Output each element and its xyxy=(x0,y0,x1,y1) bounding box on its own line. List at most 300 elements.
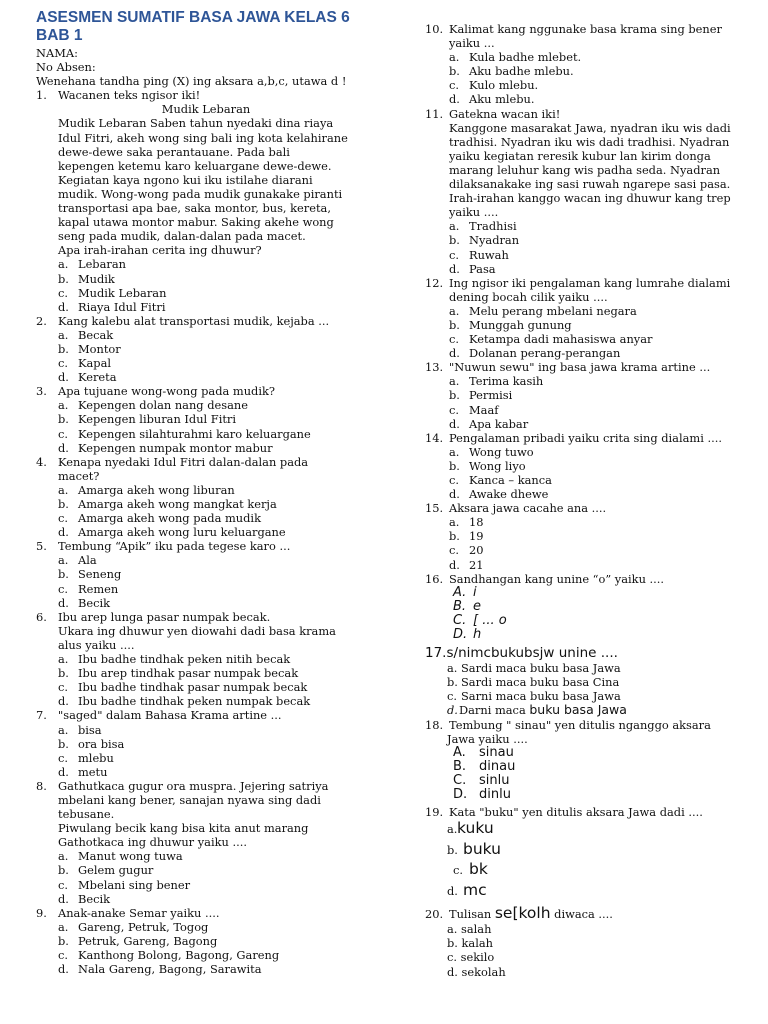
question-number: 19. xyxy=(425,805,444,820)
question-13 xyxy=(425,360,755,430)
question-number: 2. xyxy=(36,313,47,328)
title-line-2: BAB 1 xyxy=(36,26,83,44)
answer-option[interactable] xyxy=(36,723,376,737)
option-letter: b. xyxy=(449,233,460,248)
option-letter: c. xyxy=(58,948,69,962)
option-letter: d. xyxy=(58,891,69,906)
option-letter: D. xyxy=(453,627,468,643)
question-20 xyxy=(425,904,755,978)
option-text: Ibu badhe tindhak peken nitih becak xyxy=(78,652,291,667)
right-column xyxy=(425,6,755,979)
answer-option[interactable] xyxy=(36,342,376,356)
answer-option[interactable] xyxy=(36,370,376,384)
question-text: tradhisi. Nyadran iku wis dadi tradhisi. Nyadran xyxy=(449,134,730,149)
nama-label: NAMA: xyxy=(36,46,78,60)
option-letter: c. xyxy=(449,78,460,93)
option-text: Ibu badhe tindhak pasar numpak becak xyxy=(78,680,308,695)
question-text: "saged" dalam Bahasa Krama artine ... xyxy=(58,708,282,723)
option-text: buku xyxy=(463,839,501,858)
option-text: Kanthong Bolong, Bagong, Gareng xyxy=(78,948,280,962)
option-text: Ruwah xyxy=(469,247,509,262)
option-text: Becik xyxy=(78,595,111,610)
answer-option[interactable]: c. sekilo xyxy=(447,950,495,965)
option-text: Mudik Lebaran xyxy=(78,285,167,300)
question-text: Tembung “Apik” iku pada tegese karo ... xyxy=(58,539,291,554)
answer-option[interactable] xyxy=(36,694,376,708)
answer-option[interactable]: d. sekolah xyxy=(447,964,506,979)
option-text: Seneng xyxy=(78,567,122,582)
option-letter: a. xyxy=(58,482,69,497)
answer-option[interactable] xyxy=(425,78,755,92)
answer-option[interactable]: b. kalah xyxy=(447,936,493,951)
option-letter: b. xyxy=(58,497,69,511)
option-text: Aku mlebu. xyxy=(469,92,535,107)
option-text: 21 xyxy=(469,557,484,572)
option-letter: d. xyxy=(58,962,69,977)
option-text: Aku badhe mlebu. xyxy=(469,64,574,79)
answer-option[interactable] xyxy=(425,262,755,276)
option-text: sinau xyxy=(479,745,514,761)
question-number: 14. xyxy=(425,430,444,445)
question-number: 15. xyxy=(425,501,444,516)
option-text: Kapal xyxy=(78,356,112,371)
answer-option[interactable] xyxy=(36,863,376,877)
answer-option[interactable] xyxy=(36,878,376,892)
option-text: Ibu badhe tindhak peken numpak becak xyxy=(78,694,311,709)
option-text: i xyxy=(473,584,477,600)
absen-label: No Absen: xyxy=(36,60,96,75)
answer-option[interactable] xyxy=(425,219,755,233)
javanese-script-text: se[kolh xyxy=(494,904,551,923)
answer-option[interactable] xyxy=(425,586,755,600)
answer-option[interactable] xyxy=(425,819,755,840)
question-prompt: Apa irah-irahan cerita ing dhuwur? xyxy=(58,243,262,258)
answer-option[interactable] xyxy=(425,661,755,675)
option-text: Kereta xyxy=(78,370,117,385)
option-text: Pasa xyxy=(469,261,496,276)
question-number: 6. xyxy=(36,609,47,624)
question-row xyxy=(425,276,755,290)
question-text: Kata "buku" yen ditulis aksara Jawa dadi .... xyxy=(449,805,703,820)
question-number: 17. xyxy=(425,644,447,661)
story-text xyxy=(36,116,376,257)
option-letter: B. xyxy=(453,598,467,614)
option-text: Kula badhe mlebet. xyxy=(469,50,582,65)
answer-option[interactable] xyxy=(425,403,755,417)
option-text: Gareng, Petruk, Togog xyxy=(78,919,209,934)
question-number: 11. xyxy=(425,106,444,121)
question-text: Sandhangan kang unine “o” yaiku .... xyxy=(449,571,665,586)
question-row xyxy=(425,360,755,374)
option-letter: b. xyxy=(58,666,69,681)
answer-option[interactable] xyxy=(36,511,376,525)
question-text: Apa tujuane wong-wong pada mudik? xyxy=(58,384,276,399)
question-1 xyxy=(36,88,376,314)
option-text: Becak xyxy=(78,327,114,342)
option-d[interactable] xyxy=(425,703,755,717)
option-text: e xyxy=(473,598,481,614)
answer-option[interactable] xyxy=(425,50,755,64)
question-text: Tulisan se[kolh diwaca .... xyxy=(449,904,613,923)
answer-option[interactable] xyxy=(425,304,755,318)
option-letter: a. xyxy=(58,652,69,667)
answer-option[interactable] xyxy=(425,346,755,360)
question-text: Gathotkaca ing dhuwur yaiku .... xyxy=(58,835,247,850)
question-text: marang leluhur kang wis padha seda. Nyadran xyxy=(449,162,721,177)
option-text: Kepengen silahturahmi karo keluargane xyxy=(78,426,311,441)
question-text: Aksara jawa cacahe ana .... xyxy=(449,501,607,516)
option-text: Munggah gunung xyxy=(469,317,572,332)
option-text: Amarga akeh wong pada mudik xyxy=(78,511,261,526)
story-line: kepengen ketemu karo keluargane dewe-dewe. xyxy=(58,158,332,173)
answer-option[interactable] xyxy=(425,248,755,262)
answer-option[interactable] xyxy=(425,64,755,78)
option-letter: c. xyxy=(58,356,69,371)
answer-option[interactable] xyxy=(36,680,376,694)
option-text: ora bisa xyxy=(78,736,125,751)
option-letter: a. xyxy=(58,398,69,413)
option-letter: b. xyxy=(449,388,460,403)
answer-option[interactable] xyxy=(425,628,755,642)
answer-option[interactable] xyxy=(36,962,376,976)
answer-option[interactable] xyxy=(425,881,755,902)
answer-option[interactable] xyxy=(425,543,755,557)
question-8 xyxy=(36,779,376,906)
answer-option[interactable] xyxy=(36,934,376,948)
option-letter: b. xyxy=(447,842,458,857)
question-text: macet? xyxy=(58,468,100,483)
option-text: 20 xyxy=(469,543,484,558)
option-letter: b. xyxy=(58,412,69,427)
question-text: Kenapa nyedaki Idul Fitri dalan-dalan pada xyxy=(58,454,309,469)
option-letter: c. xyxy=(58,511,69,526)
answer-option[interactable] xyxy=(425,746,755,760)
answer-option[interactable] xyxy=(425,233,755,247)
option-letter: b. xyxy=(58,863,69,878)
question-number: 1. xyxy=(36,88,47,103)
story-line: mudik. Wong-wong pada mudik gunakake piranti xyxy=(58,186,343,201)
question-row xyxy=(36,455,376,469)
option-letter: a. xyxy=(58,257,69,272)
answer-option[interactable] xyxy=(425,515,755,529)
question-19 xyxy=(425,805,755,901)
answer-option[interactable] xyxy=(425,487,755,501)
question-text: alus yaiku .... xyxy=(58,637,135,652)
question-text: Ibu arep lunga pasar numpak becak. xyxy=(58,609,271,624)
option-text: Mudik xyxy=(78,271,115,286)
answer-option[interactable] xyxy=(36,652,376,666)
answer-option[interactable] xyxy=(36,483,376,497)
option-letter: C. xyxy=(453,773,467,789)
answer-option[interactable] xyxy=(36,356,376,370)
question-number: 10. xyxy=(425,22,444,36)
answer-option[interactable] xyxy=(36,412,376,426)
option-letter: d. xyxy=(449,92,460,107)
question-text: s/nimcbukubsjw unine .... xyxy=(446,644,618,661)
title-line-1: ASESMEN SUMATIF BASA JAWA KELAS 6 xyxy=(36,9,350,26)
question-number: 13. xyxy=(425,360,444,375)
answer-option[interactable] xyxy=(425,558,755,572)
answer-option[interactable] xyxy=(425,840,755,861)
option-text: Terima kasih xyxy=(469,374,544,389)
option-letter: c. xyxy=(449,543,460,558)
answer-option[interactable] xyxy=(36,948,376,962)
option-letter: C. xyxy=(453,613,467,629)
option-letter: c. xyxy=(449,332,460,347)
option-letter: c. xyxy=(58,581,69,596)
option-text: Amarga akeh wong luru keluargane xyxy=(78,525,286,540)
question-text: Piwulang becik kang bisa kita anut marang xyxy=(58,821,309,836)
question-number: 7. xyxy=(36,708,47,723)
question-18 xyxy=(425,718,755,802)
question-6 xyxy=(36,610,376,709)
question-text: dening bocah cilik yaiku .... xyxy=(449,289,608,304)
option-letter: a. xyxy=(449,219,460,234)
option-letter: c. xyxy=(58,680,69,695)
option-text: Manut wong tuwa xyxy=(78,849,183,864)
answer-option[interactable] xyxy=(36,892,376,906)
answer-option[interactable] xyxy=(425,689,755,703)
option-text: Nyadran xyxy=(469,233,520,248)
option-text: Sardi maca buku basa Jawa xyxy=(461,660,621,675)
option-text: Gelem gugur xyxy=(78,863,154,878)
answer-option[interactable] xyxy=(425,374,755,388)
answer-option[interactable] xyxy=(36,497,376,511)
option-text: Sarni maca buku basa Jawa xyxy=(461,688,621,703)
answer-option[interactable] xyxy=(36,398,376,412)
question-text: Kanggone masarakat Jawa, nyadran iku wis dadi xyxy=(449,120,731,135)
answer-option[interactable] xyxy=(425,529,755,543)
question-text: tebusane. xyxy=(58,807,115,822)
answer-option[interactable] xyxy=(36,328,376,342)
option-letter: b. xyxy=(58,271,69,286)
answer-option[interactable]: a. salah xyxy=(447,922,492,937)
option-text: mc xyxy=(463,880,487,899)
question-text: Ukara ing dhuwur yen diowahi dadi basa krama xyxy=(58,623,336,638)
question-text: mbelani kang bener, sanajan nyawa sing dadi xyxy=(58,792,321,807)
option-text: Kulo mlebu. xyxy=(469,78,539,93)
question-16 xyxy=(425,572,755,643)
option-letter: b. xyxy=(449,529,460,544)
question-row xyxy=(425,22,755,36)
answer-option[interactable] xyxy=(36,257,376,271)
option-letter: a. xyxy=(58,919,69,934)
page-title xyxy=(36,9,376,44)
option-text: Dolanan perang-perangan xyxy=(469,346,621,361)
option-letter: d. xyxy=(449,346,460,361)
question-text: "Nuwun sewu" ing basa jawa krama artine ... xyxy=(449,360,711,375)
option-letter: a. xyxy=(449,303,460,318)
answer-option[interactable] xyxy=(36,596,376,610)
question-7 xyxy=(36,708,376,778)
option-text: sinlu xyxy=(479,773,510,789)
answer-option[interactable] xyxy=(425,92,755,106)
option-text: metu xyxy=(78,764,108,779)
question-number: 12. xyxy=(425,275,444,290)
story-line: Mudik Lebaran Saben tahun nyedaki dina riaya xyxy=(58,116,334,131)
question-text: yaiku .... xyxy=(449,205,499,220)
answer-option[interactable] xyxy=(36,286,376,300)
option-text: Ibu arep tindhak pasar numpak becak xyxy=(78,666,299,681)
option-letter: d. xyxy=(58,764,69,779)
question-number: 3. xyxy=(36,384,47,399)
option-letter: B. xyxy=(453,759,467,775)
option-text: dinlu xyxy=(479,787,511,803)
question-14 xyxy=(425,431,755,501)
instruction: Wenehana tandha ping (X) ing aksara a,b,c, utawa d ! xyxy=(36,74,347,89)
answer-option[interactable] xyxy=(36,920,376,934)
story-line: Kegiatan kaya ngono kui iku istilahe diarani xyxy=(58,172,313,187)
option-text: Amarga akeh wong liburan xyxy=(78,482,235,497)
question-text: Kalimat kang nggunake basa krama sing bener xyxy=(449,22,722,36)
question-number: 9. xyxy=(36,905,47,920)
question-row xyxy=(425,501,755,515)
answer-option[interactable] xyxy=(425,332,755,346)
option-letter: c. xyxy=(58,877,69,892)
question-15 xyxy=(425,501,755,571)
option-text: Tradhisi xyxy=(469,219,517,234)
option-text: mlebu xyxy=(78,750,114,765)
question-row xyxy=(36,314,376,328)
option-text: bk xyxy=(469,860,488,879)
option-text: Maaf xyxy=(469,402,499,417)
option-letter: d. xyxy=(58,595,69,610)
option-letter: a. xyxy=(58,327,69,342)
answer-option[interactable] xyxy=(36,272,376,286)
question-4 xyxy=(36,455,376,540)
option-letter: d. xyxy=(58,694,69,709)
option-text: Wong liyo xyxy=(469,458,526,473)
question-5 xyxy=(36,539,376,609)
answer-option[interactable] xyxy=(36,666,376,680)
question-row xyxy=(36,906,376,920)
answer-option[interactable] xyxy=(425,760,755,774)
option-letter: a. xyxy=(447,660,458,675)
option-letter: a. xyxy=(58,849,69,864)
question-text: yaiku kegiatan reresik kubur lan kirim donga xyxy=(449,148,711,163)
story-title: Mudik Lebaran xyxy=(161,102,251,117)
option-text: kuku xyxy=(457,819,494,838)
question-row xyxy=(36,779,376,793)
story-line: kapal utawa montor mabur. Saking akehe wong xyxy=(58,215,334,230)
story-line: transportasi apa bae, saka montor, bus, kereta, xyxy=(58,201,331,216)
option-text: Montor xyxy=(78,341,121,356)
answer-option[interactable] xyxy=(36,582,376,596)
option-letter: c. xyxy=(449,402,460,417)
question-11 xyxy=(425,107,755,276)
answer-option[interactable] xyxy=(425,860,755,881)
option-letter: d. xyxy=(447,883,458,898)
option-text: Awake dhewe xyxy=(469,487,549,502)
answer-option[interactable] xyxy=(36,553,376,567)
option-text: Petruk, Gareng, Bagong xyxy=(78,933,218,948)
answer-option[interactable] xyxy=(425,459,755,473)
question-text: Irah-irahan kanggo wacan ing dhuwur kang trep xyxy=(449,191,731,206)
answer-option[interactable] xyxy=(36,525,376,539)
option-text: Darni maca buku basa Jawa xyxy=(459,701,627,717)
option-text: Kanca – kanca xyxy=(469,473,552,487)
option-text: Nala Gareng, Bagong, Sarawita xyxy=(78,962,262,977)
option-letter: c. xyxy=(447,688,458,703)
option-letter: b. xyxy=(447,674,458,689)
answer-option[interactable] xyxy=(36,737,376,751)
option-text: Ketampa dadi mahasiswa anyar xyxy=(469,332,653,347)
answer-option[interactable] xyxy=(36,849,376,863)
answer-option[interactable] xyxy=(425,318,755,332)
answer-option[interactable] xyxy=(36,751,376,765)
option-text: Riaya Idul Fitri xyxy=(78,299,166,314)
answer-option[interactable] xyxy=(425,675,755,689)
option-text: dinau xyxy=(479,759,516,775)
option-text: Apa kabar xyxy=(469,416,529,431)
option-letter: b. xyxy=(58,933,69,948)
option-text: Kepengen dolan nang desane xyxy=(78,398,248,413)
option-letter: c. xyxy=(58,426,69,441)
option-text: Amarga akeh wong mangkat kerja xyxy=(78,497,277,511)
answer-option[interactable] xyxy=(36,441,376,455)
question-text: Gathutkaca gugur ora muspra. Jejering satriya xyxy=(58,778,329,793)
question-number: 18. xyxy=(425,717,444,732)
story-line: seng pada mudik, dalan-dalan pada macet. xyxy=(58,229,306,244)
answer-option[interactable] xyxy=(425,788,755,802)
option-letter: a. xyxy=(449,444,460,459)
question-number: 4. xyxy=(36,454,47,469)
answer-option[interactable] xyxy=(425,600,755,614)
option-text: Permisi xyxy=(469,388,513,403)
answer-option[interactable] xyxy=(36,300,376,314)
answer-option[interactable] xyxy=(425,417,755,431)
question-2 xyxy=(36,314,376,384)
question-3 xyxy=(36,384,376,454)
option-text: Lebaran xyxy=(78,257,126,272)
question-number: 5. xyxy=(36,539,47,554)
option-letter: a. xyxy=(58,722,69,737)
option-letter: c. xyxy=(453,863,464,878)
option-letter: c. xyxy=(449,247,460,262)
answer-option[interactable] xyxy=(425,774,755,788)
answer-option[interactable] xyxy=(425,445,755,459)
option-text: h xyxy=(473,627,482,643)
question-text: Jawa yaiku .... xyxy=(447,732,528,747)
answer-option[interactable] xyxy=(425,614,755,628)
left-column xyxy=(36,6,376,976)
option-text: Ala xyxy=(78,553,97,568)
option-letter: b. xyxy=(58,736,69,751)
option-letter: b. xyxy=(449,317,460,332)
option-text: Mbelani sing bener xyxy=(78,877,191,892)
option-letter: a. xyxy=(449,515,460,530)
question-row xyxy=(425,107,755,121)
question-17 xyxy=(425,645,755,717)
answer-option[interactable] xyxy=(425,388,755,402)
option-letter: b. xyxy=(58,341,69,356)
answer-option[interactable] xyxy=(36,567,376,581)
option-letter: d. xyxy=(449,416,460,431)
question-row xyxy=(36,384,376,398)
option-letter: A. xyxy=(453,584,467,600)
option-letter: d. xyxy=(58,299,69,314)
answer-option[interactable] xyxy=(36,765,376,779)
question-10 xyxy=(425,22,755,107)
answer-option[interactable] xyxy=(425,473,755,487)
option-letter: d. xyxy=(447,702,458,717)
option-text: Kepengen liburan Idul Fitri xyxy=(78,412,237,427)
answer-option[interactable] xyxy=(36,427,376,441)
question-text: Pengalaman pribadi yaiku crita sing dialami .... xyxy=(449,430,722,445)
option-letter: c. xyxy=(58,750,69,765)
question-number: 20. xyxy=(425,907,444,922)
option-letter: c. xyxy=(449,473,460,487)
